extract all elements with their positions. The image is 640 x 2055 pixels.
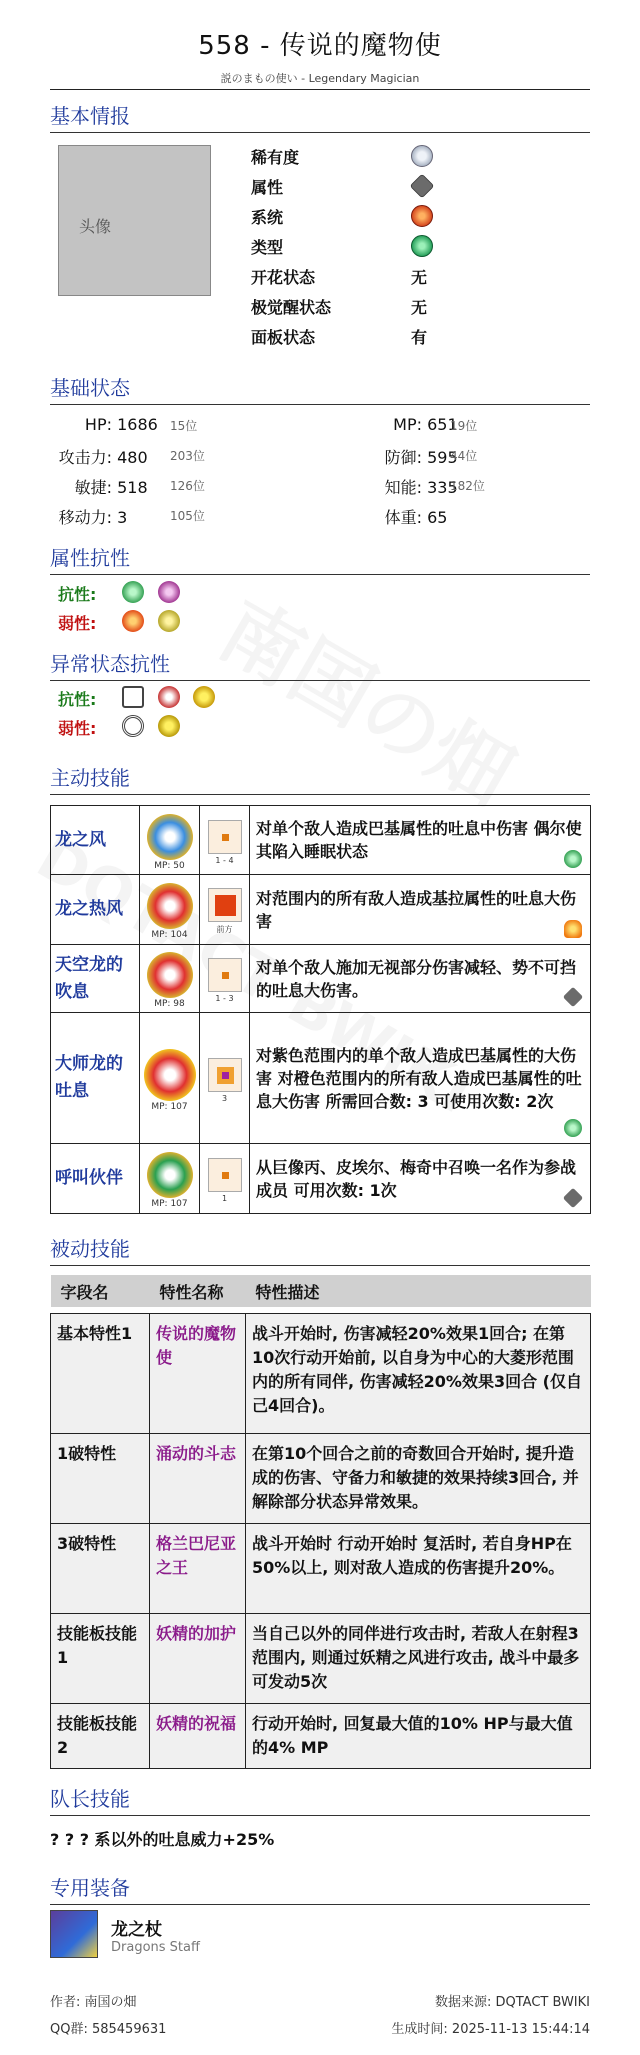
- active-skills-table: [50, 805, 591, 1214]
- stat-weight: [320, 505, 580, 528]
- stat-value: 651: [427, 415, 458, 434]
- stat-label: 体重:: [384, 508, 422, 527]
- resist-label: 抗性:: [58, 690, 97, 709]
- element-dark-icon: [158, 581, 180, 603]
- element-none-icon: [411, 175, 433, 197]
- footer-qq: QQ群: 585459631: [50, 2022, 167, 2037]
- skill-wind-icon: [147, 814, 193, 860]
- skill-description: 对单个敌人施加无视部分伤害减轻、势不可挡的吐息大伤害。: [256, 957, 577, 1000]
- page-subtitle: 説のまもの使い - Legendary Magician: [220, 72, 420, 85]
- avatar-label: 头像: [79, 217, 112, 236]
- passive-description: 当自己以外的同伴进行攻击时, 若敌人在射程3范围内, 则通过妖精之风进行攻击, 战斗中最多可发动5次: [246, 1613, 591, 1703]
- footer-generated: 生成时间: 2025-11-13 15:44:14: [391, 2022, 590, 2037]
- stat-value: 518: [117, 478, 148, 497]
- section-title-passive-skills: 被动技能: [50, 1233, 590, 1266]
- skill-range: 3: [221, 1093, 228, 1103]
- skill-name: 呼叫伙伴: [51, 1144, 140, 1214]
- stat-rank: 203位: [170, 449, 205, 463]
- passive-field: 技能板技能1: [51, 1613, 150, 1703]
- skill-description: 对紫色范围内的单个敌人造成巴基属性的大伤害 对橙色范围内的所有敌人造成巴基属性的吐息大伤害 所需回合数: 3 可使用次数: 2次: [256, 1045, 582, 1111]
- stat-value: 480: [117, 448, 148, 467]
- passive-description: 行动开始时, 回复最大值的10% HP与最大值的4% MP: [246, 1703, 591, 1768]
- column-header: 特性名称: [150, 1275, 246, 1307]
- info-label: 属性: [251, 178, 284, 197]
- section-title-element-resist: 属性抗性: [50, 542, 590, 575]
- section-title-basic-info: 基本情报: [50, 100, 590, 133]
- skill-name: 天空龙的吹息: [51, 945, 140, 1013]
- status-weak-row: [58, 716, 124, 742]
- active-skill-row: [51, 945, 591, 1013]
- resist-label: 抗性:: [58, 585, 97, 604]
- weak-label: 弱性:: [58, 614, 97, 633]
- skill-range: 1: [221, 1194, 228, 1203]
- active-skill-row: [51, 1144, 591, 1214]
- range-grid-icon: [208, 958, 242, 992]
- element-wind-icon: [564, 850, 582, 868]
- staff-icon: [50, 1910, 98, 1958]
- stat-value: 1686: [117, 415, 158, 434]
- equipment-name: 龙之杖: [111, 1920, 162, 1940]
- passive-name: 妖精的祝福: [150, 1703, 246, 1768]
- passive-skill-row: [51, 1313, 591, 1433]
- element-light-icon: [158, 610, 180, 632]
- info-row-system: [251, 205, 591, 235]
- skill-name: 龙之热风: [51, 875, 140, 945]
- stat-agi: [50, 475, 330, 498]
- stat-label: 知能:: [384, 478, 422, 497]
- element-none-icon: [563, 987, 583, 1007]
- header-divider: [50, 89, 590, 90]
- passive-table-header: [51, 1275, 591, 1307]
- stat-atk: [50, 445, 330, 468]
- passive-skill-row: [51, 1613, 591, 1703]
- info-row-type: [251, 235, 591, 265]
- range-grid-icon: [208, 888, 242, 922]
- section-title-leader-skill: 队长技能: [50, 1783, 590, 1816]
- element-wind-icon: [564, 1119, 582, 1137]
- stat-label: HP:: [84, 415, 112, 434]
- info-row-bloom: [251, 265, 591, 295]
- equipment-name-en: Dragons Staff: [111, 1940, 200, 1955]
- weak-label: 弱性:: [58, 719, 97, 738]
- stat-def: [320, 445, 580, 468]
- passive-skill-row: [51, 1703, 591, 1768]
- skill-mp: MP: 107: [151, 1199, 188, 1209]
- skill-mp: MP: 107: [151, 1101, 188, 1112]
- passive-field: 技能板技能2: [51, 1703, 150, 1768]
- info-row-awakening: [251, 295, 591, 325]
- page-title: 558 - 传说的魔物使: [198, 31, 442, 61]
- confusion-status-icon: [122, 715, 144, 737]
- skill-breath-icon: [147, 883, 193, 929]
- element-resist-row: [58, 582, 124, 608]
- passive-description: 战斗开始时, 伤害减轻20%效果1回合; 在第10次行动开始前, 以自身为中心的大菱形范围内的所有同伴, 伤害减轻20%效果3回合 (仅自己4回合)。: [246, 1313, 591, 1433]
- info-row-rarity: [251, 145, 591, 175]
- info-value: 有: [411, 328, 428, 347]
- stat-rank: 105位: [170, 509, 205, 523]
- skill-description: 从巨像丙、皮埃尔、梅奇中召唤一名作为参战成员 可用次数: 1次: [256, 1157, 577, 1200]
- element-fire-icon: [122, 610, 144, 632]
- skill-call-ally-icon: [147, 1152, 193, 1198]
- passive-description: 战斗开始时 行动开始时 复活时, 若自身HP在50%以上, 则对敌人造成的伤害提升20%。: [246, 1523, 591, 1613]
- info-label: 类型: [251, 238, 284, 257]
- column-header: 特性描述: [246, 1275, 591, 1307]
- skill-range: 1 - 3: [215, 994, 234, 1003]
- passive-field: 3破特性: [51, 1523, 150, 1613]
- footer-author: 作者: 南国の畑: [50, 1995, 137, 2010]
- info-label: 系统: [251, 208, 284, 227]
- system-attack-icon: [411, 205, 433, 227]
- stat-label: 移动力:: [58, 508, 112, 527]
- stat-rank: 15位: [170, 419, 198, 433]
- element-weak-row: [58, 611, 124, 637]
- stat-label: 防御:: [384, 448, 422, 467]
- skill-description: 对范围内的所有敌人造成基拉属性的吐息大伤害: [256, 888, 577, 931]
- active-skill-row: [51, 806, 591, 875]
- avatar: [58, 145, 211, 296]
- skill-name: 大师龙的吐息: [51, 1013, 140, 1144]
- passive-field: 1破特性: [51, 1433, 150, 1523]
- skill-mp: MP: 98: [154, 999, 185, 1009]
- element-none-icon: [563, 1188, 583, 1208]
- stat-mp: [320, 415, 580, 434]
- range-grid-icon: [208, 1058, 242, 1092]
- skill-mp: MP: 50: [154, 860, 185, 871]
- paralysis-status-icon: [193, 686, 215, 708]
- stat-value: 65: [427, 508, 448, 527]
- passive-name: 格兰巴尼亚之王: [150, 1523, 246, 1613]
- section-title-equipment: 专用装备: [50, 1872, 590, 1905]
- element-wind-icon: [122, 581, 144, 603]
- section-title-status-resist: 异常状态抗性: [50, 648, 590, 681]
- stat-rank: 44位: [450, 449, 478, 463]
- passive-name: 涌动的斗志: [150, 1433, 246, 1523]
- status-resist-row: [58, 687, 124, 713]
- stat-value: 595: [427, 448, 458, 467]
- type-balance-icon: [411, 235, 433, 257]
- skill-mp: MP: 104: [151, 930, 188, 940]
- info-row-panel: [251, 325, 591, 355]
- stat-int: [320, 475, 580, 498]
- stat-label: 敏捷:: [74, 478, 112, 497]
- passive-skills-table: [50, 1275, 591, 1769]
- active-skill-row: [51, 1013, 591, 1144]
- range-grid-icon: [208, 1158, 242, 1192]
- stun-status-icon: [158, 715, 180, 737]
- info-value: 无: [411, 268, 428, 287]
- info-label: 开花状态: [251, 268, 316, 287]
- section-title-stats: 基础状态: [50, 372, 590, 405]
- sleep-status-icon: [122, 686, 144, 708]
- info-label: 稀有度: [251, 148, 300, 167]
- info-label: 面板状态: [251, 328, 316, 347]
- passive-field: 基本特性1: [51, 1313, 150, 1433]
- passive-name: 传说的魔物使: [150, 1313, 246, 1433]
- stat-label: MP:: [393, 415, 422, 434]
- stat-rank: 19位: [450, 419, 478, 433]
- skill-range: 1 - 4: [215, 855, 234, 865]
- skill-description: 对单个敌人造成巴基属性的吐息中伤害 偶尔使其陷入睡眠状态: [256, 819, 582, 861]
- footer-source: 数据来源: DQTACT BWIKI: [434, 1995, 590, 2010]
- skill-name: 龙之风: [51, 806, 140, 875]
- leader-skill-text: ? ? ? 系以外的吐息威力+25%: [50, 1830, 275, 1849]
- section-title-active-skills: 主动技能: [50, 762, 590, 795]
- stat-rank: 182位: [450, 479, 485, 493]
- info-label: 极觉醒状态: [251, 298, 332, 317]
- info-value: 无: [411, 298, 428, 317]
- rarity-s-icon: [411, 145, 433, 167]
- stat-hp: [50, 415, 330, 434]
- stat-value: 3: [117, 508, 128, 527]
- stat-rank: 126位: [170, 479, 205, 493]
- skill-breath-icon: [147, 952, 193, 998]
- page-header: [50, 25, 590, 86]
- stat-label: 攻击力:: [58, 448, 112, 467]
- column-header: 字段名: [51, 1275, 150, 1307]
- active-skill-row: [51, 875, 591, 945]
- range-grid-icon: [208, 820, 242, 854]
- passive-name: 妖精的加护: [150, 1613, 246, 1703]
- poison-status-icon: [158, 686, 180, 708]
- skill-range: 前方: [216, 925, 233, 934]
- stat-move: [50, 505, 330, 528]
- passive-description: 在第10个回合之前的奇数回合开始时, 提升造成的伤害、守备力和敏捷的效果持续3回合, 并解除部分状态异常效果。: [246, 1433, 591, 1523]
- passive-skill-row: [51, 1523, 591, 1613]
- element-fire-icon: [564, 920, 582, 938]
- stat-value: 335: [427, 478, 458, 497]
- skill-master-breath-icon: [144, 1049, 196, 1101]
- info-row-element: [251, 175, 591, 205]
- passive-skill-row: [51, 1433, 591, 1523]
